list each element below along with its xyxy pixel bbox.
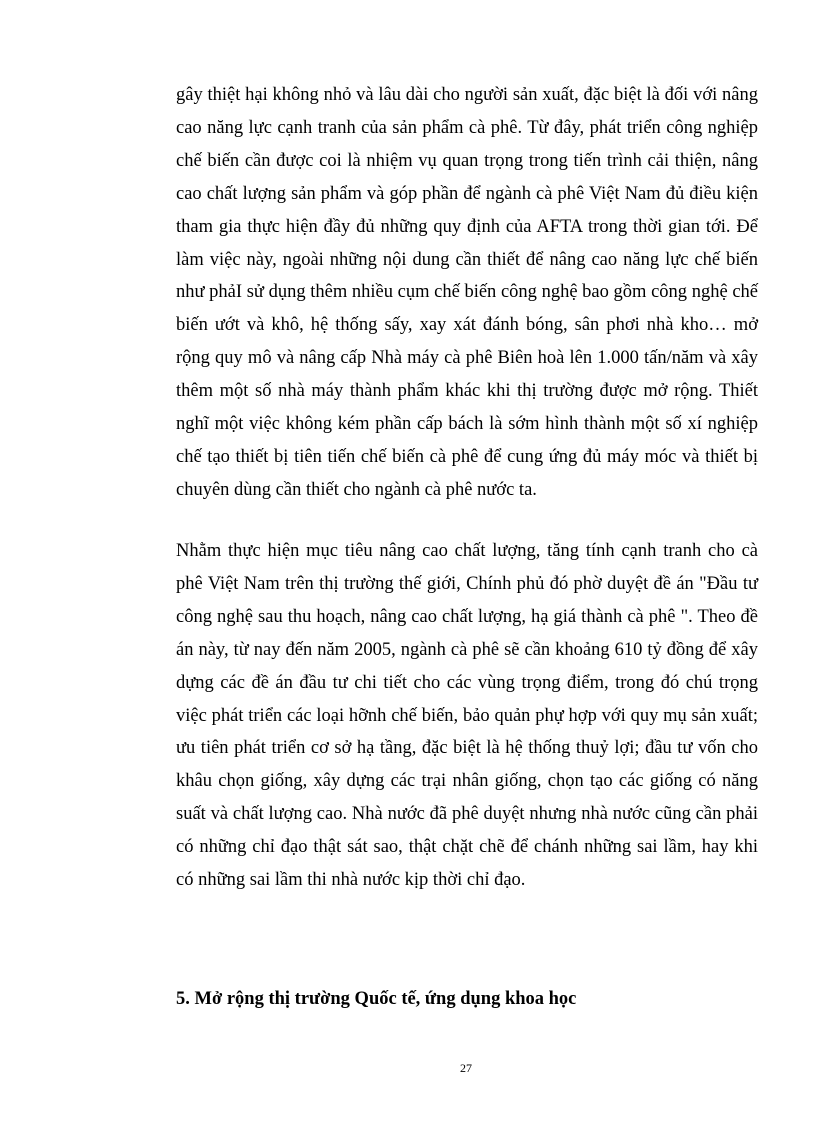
body-paragraph-2: Nhằm thực hiện mục tiêu nâng cao chất lượng, tăng tính cạnh tranh cho cà phê Việt Nam trên thị trường thế giới, Chính phủ đó phờ duyệt đề án "Đầu tư công nghệ sau thu hoạch, nâng cao chất lượng, hạ giá thành cà phê ". Theo đề án này, từ nay đến năm 2005, ngành cà phê sẽ cần khoảng 610 tỷ đồng để xây dựng các đề án đầu tư chi tiết cho các vùng trọng điểm, trong đó chú trọng việc phát triển các loại hỡnh chế biến, bảo quản phự hợp với quy mụ sản xuất; ưu tiên phát triển cơ sở hạ tầng, đặc biệt là hệ thống thuỷ lợi; đầu tư vốn cho khâu chọn giống, xây dựng các trại nhân giống, chọn tạo các giống có năng suất và chất lượng cao. Nhà nước đã phê duyệt nhưng nhà nước cũng cần phải có những chỉ đạo thật sát sao, thật chặt chẽ để chánh những sai lầm, hay khi có những sai lầm thi nhà nước kịp thời chỉ đạo.: [176, 541, 758, 891]
page-number: 27: [460, 1061, 472, 1075]
body-paragraph-1: gây thiệt hại không nhỏ và lâu dài cho người sản xuất, đặc biệt là đối với nâng cao năng lực cạnh tranh của sản phẩm cà phê. Từ đây, phát triển công nghiệp chế biến cần được coi là nhiệm vụ quan trọng trong tiến trình cải thiện, nâng cao chất lượng sản phẩm và góp phần để ngành cà phê Việt Nam đủ điều kiện tham gia thực hiện đầy đủ những quy định của AFTA trong thời gian tới. Để làm việc này, ngoài những nội dung cần thiết để nâng cao năng lực chế biến như phảI sử dụng thêm nhiều cụm chế biến công nghệ bao gồm công nghệ chế biến ướt và khô, hệ thống sấy, xay xát đánh bóng, sân phơi nhà kho… mở rộng quy mô và nâng cấp Nhà máy cà phê Biên hoà lên 1.000 tấn/năm và xây thêm một số nhà máy thành phẩm khác khi thị trường được mở rộng. Thiết nghĩ một việc không kém phần cấp bách là sớm hình thành một số xí nghiệp chế tạo thiết bị tiên tiến chế biến cà phê để cung ứng đủ máy móc và thiết bị chuyên dùng cần thiết cho ngành cà phê nước ta.: [176, 85, 758, 500]
section-heading: 5. Mở rộng thị trường Quốc tế, ứng dụng khoa học: [176, 989, 577, 1009]
